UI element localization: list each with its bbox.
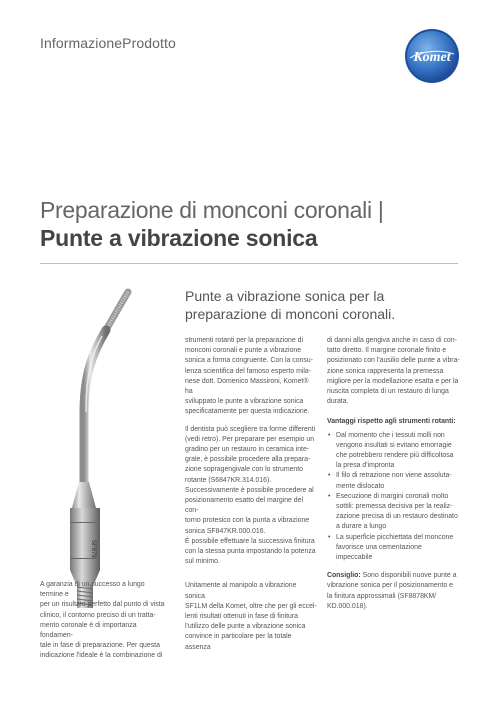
text-line: durata. <box>327 398 349 406</box>
text-line: clinico, il contorno preciso di un tratta- <box>40 611 156 619</box>
komet-logo <box>404 28 460 84</box>
list-item: • La superficie picchiettata del moncone favorisce una cementazione impeccabile <box>327 533 460 564</box>
text-line: Il dentista può scegliere tra forme differenti <box>185 425 316 433</box>
advantages-list <box>327 431 460 564</box>
text-line: zione sopragengivale con lo strumento <box>185 466 303 474</box>
text-line: sonica a forma congruente. Con la consu- <box>185 357 313 365</box>
text-column-right <box>327 336 460 619</box>
paragraph <box>185 581 317 652</box>
text-line: È possibile effettuare la successiva finitura <box>185 537 315 545</box>
paragraph <box>327 336 460 407</box>
text-line: per un risultato perfetto dal punto di vista <box>40 601 165 609</box>
paragraph <box>185 336 317 418</box>
title-line-1: Preparazione di monconi coronali | <box>40 197 384 223</box>
section-subheading: Punte a vibrazione sonica per la preparazione di monconi coronali. <box>185 288 396 322</box>
text-line: Sono disponibili nuove punte a <box>360 572 457 580</box>
text-line: monconi coronali e punte a vibrazione <box>185 347 302 355</box>
logo-text: Komet <box>413 50 451 65</box>
text-line: gradino per un restauro in ceramica inte- <box>185 446 310 454</box>
list-item: • Il filo di retrazione non viene assoluta- mente dislocato <box>327 471 460 491</box>
text-column-left <box>40 580 168 662</box>
text-line: grale, è possibile procedere alla prepara- <box>185 456 311 464</box>
text-line: tale in fase di preparazione. Per questa <box>40 642 160 650</box>
text-line: convince in particolare per la totale assenza <box>185 633 292 651</box>
text-line: migliore per la modellazione esatta e per la <box>327 377 459 385</box>
text-line: di danni alla gengiva anche in caso di con- <box>327 337 457 344</box>
text-column-middle <box>185 336 317 660</box>
text-line: sul minimo. <box>185 558 220 566</box>
text-line: strumenti rotanti per la preparazione di <box>185 337 303 344</box>
text-line: la finitura approssimali (SF8878KM/ <box>327 592 437 600</box>
text-line: nese dott. Domenico Massironi, Komet® ha <box>185 377 309 396</box>
tip-paragraph <box>327 571 460 612</box>
title-divider <box>40 263 458 264</box>
list-item: • Esecuzione di margini coronali molto sottili: premessa decisiva per la realiz- zazione precisa di un restauro destinato a durare a lungo <box>327 492 460 533</box>
text-line: A garanzia di un successo a lungo termine e <box>40 581 145 599</box>
text-line: vibrazione sonica per il posizionamento e <box>327 582 454 590</box>
text-line: zione sonica rappresenta la premessa <box>327 367 444 375</box>
list-item: • Dal momento che i tessuti molli non vengono insultati si evitano emorragie che potrebbero rendere più difficoltosa la presa d'impronta <box>327 431 460 472</box>
text-line: (vedi retro). Per preparare per esempio un <box>185 435 315 443</box>
text-line: SF1LM della Komet, oltre che per gli eccel- <box>185 602 317 610</box>
text-line: posizionamento esatto del margine del con- <box>185 497 303 515</box>
text-line: rotante (S6847KR.314.016). <box>185 476 272 484</box>
text-line: Successivamente è possibile procedere al <box>185 486 314 494</box>
paragraph <box>185 425 317 568</box>
text-line: con la stessa punta impostando la potenza <box>185 548 316 556</box>
title-line-2: Punte a vibrazione sonica <box>40 225 318 251</box>
tip-label: Consiglio: <box>327 572 361 580</box>
text-line: lenti risultati ottenuti in fase di finitura <box>185 613 298 621</box>
text-line: sviluppato le punte a vibrazione sonica <box>185 398 304 406</box>
text-line: sonica SF847KR.000.016. <box>185 527 266 535</box>
instrument-engraving: SF979 <box>90 540 96 558</box>
page-title <box>40 196 458 252</box>
text-line: torno protesico con la punta a vibrazione <box>185 517 310 525</box>
header-label: InformazioneProdotto <box>40 35 176 51</box>
text-line: l'utilizzo delle punte a vibrazione sonica <box>185 623 306 631</box>
sonic-tip-instrument-image <box>50 282 160 612</box>
text-line: mento coronale è di importanza fondamen- <box>40 621 137 640</box>
text-line: Unitamente al manipolo a vibrazione sonica <box>185 582 297 600</box>
text-line: lenza scientifica del famoso esperto mila- <box>185 367 312 375</box>
text-line: indicazione l'ideale è la combinazione di <box>40 652 163 660</box>
text-line: tatto diretto. Il margine coronale finito e <box>327 347 447 355</box>
text-line: riuscita completa di un restauro di lunga <box>327 388 449 396</box>
text-line: KD.000.018). <box>327 602 368 610</box>
text-line: specificatamente per questa indicazione. <box>185 408 310 416</box>
text-line: posizionato con l'ausilio delle punte a vibra- <box>327 357 460 365</box>
advantages-heading: Vantaggi rispetto agli strumenti rotanti: <box>327 418 456 426</box>
